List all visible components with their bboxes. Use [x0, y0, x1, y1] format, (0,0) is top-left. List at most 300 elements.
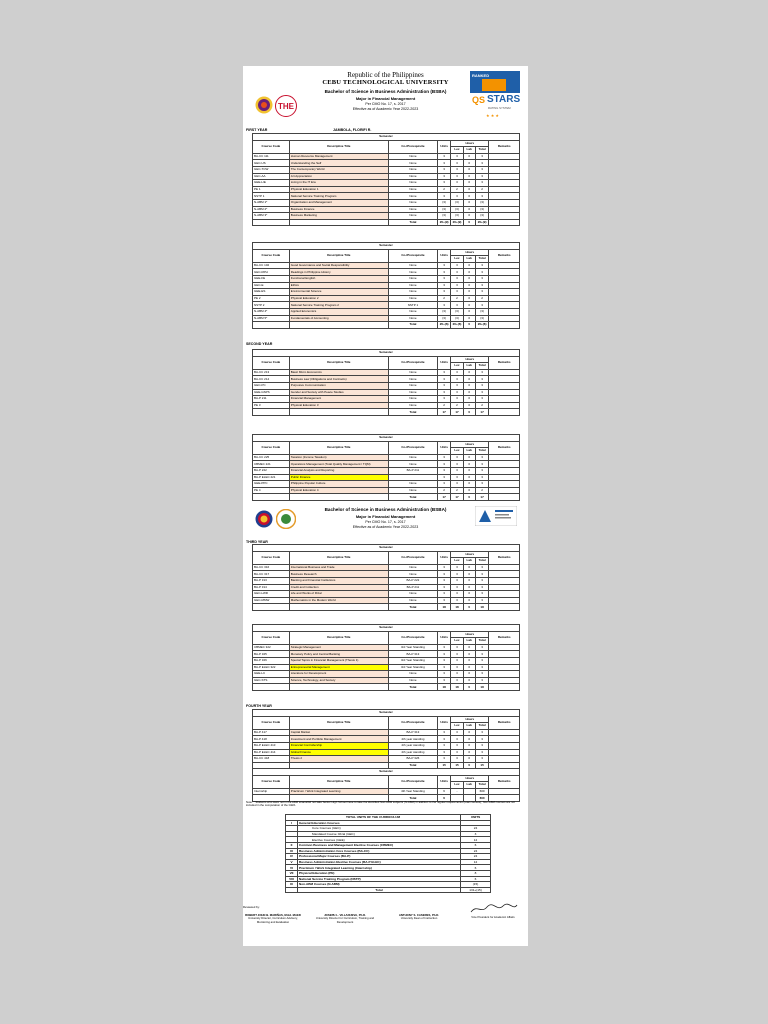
course-code: BA-P 314 [253, 584, 290, 591]
total-hours: 3 [475, 671, 488, 678]
total-hours: 3 [475, 597, 488, 604]
major-title: Major in Financial Management [355, 96, 416, 101]
lec-hours: (3) [451, 315, 463, 322]
total-spacer-2 [289, 494, 388, 501]
lec-hours: 3 [451, 160, 463, 167]
prerequisite: None [388, 153, 437, 160]
total-hours: 3 [475, 644, 488, 651]
total-value: 600 [475, 795, 488, 802]
prerequisite: 3rd Year Standing [388, 657, 437, 664]
column-header-row [253, 249, 520, 256]
qs-stars-badge [470, 71, 520, 121]
lec-hours: 3 [451, 180, 463, 187]
course-code: CBMEC 221 [253, 461, 290, 468]
descriptive-title: Art Appreciation [289, 173, 388, 180]
prerequisite: None [388, 571, 437, 578]
col-units: Units [437, 631, 450, 644]
signatory-4 [463, 916, 523, 919]
course-code: BA-CC 102 [253, 262, 290, 269]
non-abm-note: Note: * Students who were not in the ABM strand/did not take Senior High School have to take the identified Non-ABM subjects (N-ABM) in addition to the regular requirements (total courses); Non-ABM courses are not included in the computation of the GWA. [246, 800, 515, 808]
university-name: CEBU TECHNOLOGICAL UNIVERSITY [322, 79, 449, 86]
remarks [489, 481, 520, 488]
remarks [489, 180, 520, 187]
prerequisite: BA-P 222 [388, 577, 437, 584]
table-row [253, 729, 520, 736]
table-row [253, 396, 520, 403]
summary-units: 3 [461, 831, 491, 837]
semester-header-row [253, 625, 520, 632]
descriptive-title: Good Governance and Social Responsibility [289, 262, 388, 269]
total-hours: 3 [475, 262, 488, 269]
prerequisite: None [388, 382, 437, 389]
lab-hours: 0 [463, 369, 475, 376]
remarks [489, 749, 520, 756]
total-spacer-2 [289, 322, 388, 329]
table-row [253, 756, 520, 763]
remarks [489, 166, 520, 173]
descriptive-title: National Service Training Program 2 [289, 302, 388, 309]
remarks [489, 206, 520, 213]
summary-category: Practicum / Work Integrated Learning (Internship) [298, 865, 461, 871]
descriptive-title: Thesis 2 [289, 756, 388, 763]
semester-header-row [253, 350, 520, 357]
remarks [489, 193, 520, 200]
course-code: PE 2 [253, 295, 290, 302]
col-lec: Lec [451, 363, 463, 370]
col-descriptive-title: Descriptive Title [289, 356, 388, 369]
total-hours: (3) [475, 206, 488, 213]
lab-hours: 0 [463, 302, 475, 309]
lab-hours: 0 [463, 454, 475, 461]
total-value: 20+(6) [475, 322, 488, 329]
course-code: PE 1 [253, 186, 290, 193]
col-lab: Lab [463, 723, 475, 730]
units: 3 [437, 564, 450, 571]
units: 3 [437, 302, 450, 309]
col-lab: Lab [463, 363, 475, 370]
units: 3 [437, 729, 450, 736]
lab-hours: 0 [463, 166, 475, 173]
table-row [253, 736, 520, 743]
signatory-1 [243, 914, 303, 924]
remarks [489, 295, 520, 302]
course-code: GEC-PC [253, 382, 290, 389]
total-hours: 3 [475, 173, 488, 180]
descriptive-title: Gender and Society with Peace Studies [289, 389, 388, 396]
star-icons: ★ ★ ★ [486, 113, 499, 118]
course-code: GEC-AA [253, 173, 290, 180]
descriptive-title: Business Finance [289, 206, 388, 213]
descriptive-title: Business Marketing [289, 213, 388, 220]
summary-category: Core Courses (GEC) [298, 826, 461, 832]
total-hours: 3 [475, 749, 488, 756]
col-lab: Lab [463, 147, 475, 154]
summary-category: Non-ABM Courses (N-ABM) [298, 882, 461, 888]
prerequisite: None [388, 180, 437, 187]
total-value: 18 [475, 604, 488, 611]
course-code: GEE-ES [253, 289, 290, 296]
table-row [253, 474, 520, 481]
descriptive-title: Strategic Management [289, 644, 388, 651]
semester-label: Semester [253, 435, 520, 442]
signatory-4-role: Vice President for Academic Affairs [471, 915, 515, 919]
student-name: JAMBOLA, FLORIFI R. [333, 128, 372, 132]
col-units: Units [437, 551, 450, 564]
lab-hours: 0 [463, 275, 475, 282]
semester-header-row [253, 710, 520, 717]
summary-units: 8 [461, 870, 491, 876]
remarks [489, 173, 520, 180]
table-row [253, 481, 520, 488]
signatory-1-role: University Director, Curriculum Advisory, Monitoring and Evaluation [248, 916, 298, 924]
second-year-first-semester-table [252, 349, 520, 416]
total-value: 18 [451, 684, 463, 691]
units: 3 [437, 749, 450, 756]
descriptive-title: Basic Micro Economics [289, 369, 388, 376]
descriptive-title: Physical Education 1 [289, 186, 388, 193]
col-hours: Hours [451, 140, 489, 147]
col-prerequisite: Co-/Prerequisite [388, 356, 437, 369]
total-label: Total [388, 795, 437, 802]
remarks [489, 402, 520, 409]
prerequisite: None [388, 402, 437, 409]
prerequisite: 4th year standing [388, 749, 437, 756]
summary-units: 12 [461, 837, 491, 843]
lab-hours: 0 [463, 315, 475, 322]
table-row [253, 213, 520, 220]
semester-header-row [253, 243, 520, 250]
total-value: 0 [463, 684, 475, 691]
remarks [489, 213, 520, 220]
lab-hours: 0 [463, 651, 475, 658]
table-row [253, 677, 520, 684]
remarks [489, 315, 520, 322]
col-units: Units [437, 716, 450, 729]
table-row [253, 671, 520, 678]
table-row [253, 788, 520, 795]
lec-hours: (3) [451, 213, 463, 220]
col-course-code: Course Code [253, 356, 290, 369]
prerequisite: None [388, 461, 437, 468]
col-total: Total [475, 782, 488, 789]
column-header-row [253, 441, 520, 448]
table-row [253, 295, 520, 302]
total-hours: 3 [475, 369, 488, 376]
lec-hours: 3 [451, 664, 463, 671]
course-code: BA-P 313 [253, 577, 290, 584]
total-value: 20+(9) [437, 219, 450, 226]
course-code: GEC-STS [253, 677, 290, 684]
signatory-3 [389, 914, 449, 921]
table-row [253, 454, 520, 461]
prerequisite: None [388, 487, 437, 494]
course-code: N-ABM 2* [253, 206, 290, 213]
effective-text-2: Effective as of Academic Year 2022-2023 [352, 525, 419, 529]
descriptive-title: Business Research [289, 571, 388, 578]
col-prerequisite: Co-/Prerequisite [388, 441, 437, 454]
course-code: Internship [253, 788, 290, 795]
col-lec: Lec [451, 638, 463, 645]
col-hours: Hours [451, 249, 489, 256]
lab-hours: 0 [463, 402, 475, 409]
prerequisite: None [388, 396, 437, 403]
lec-hours: 3 [451, 369, 463, 376]
prerequisite: None [388, 591, 437, 598]
course-code: N-ABM 4* [253, 308, 290, 315]
semester-label: Semester [253, 134, 520, 141]
col-prerequisite: Co-/Prerequisite [388, 551, 437, 564]
total-spacer-2 [289, 604, 388, 611]
total-value: 15 [437, 762, 450, 769]
col-lab: Lab [463, 448, 475, 455]
table-row [253, 186, 520, 193]
remarks [489, 577, 520, 584]
total-hours: 3 [475, 467, 488, 474]
course-code: BA-P ELEC 414 [253, 749, 290, 756]
prerequisite: None [388, 173, 437, 180]
semester-label: Semester [253, 545, 520, 552]
course-code: GEE-LIE [253, 180, 290, 187]
units: 3 [437, 591, 450, 598]
fourth-year-label: FOURTH YEAR [246, 704, 272, 708]
prerequisite: BA-P 211 [388, 467, 437, 474]
table-row [253, 591, 520, 598]
lab-hours: 0 [463, 677, 475, 684]
course-code: BA-P 326 [253, 657, 290, 664]
lec-hours: 3 [451, 269, 463, 276]
table-row [253, 315, 520, 322]
units: 2 [437, 295, 450, 302]
col-prerequisite: Co-/Prerequisite [388, 775, 437, 788]
lec-hours: 3 [451, 742, 463, 749]
remarks [489, 160, 520, 167]
total-value: 17 [475, 494, 488, 501]
table-row [253, 282, 520, 289]
lec-hours: 3 [451, 756, 463, 763]
prerequisite: None [388, 315, 437, 322]
col-descriptive-title: Descriptive Title [289, 249, 388, 262]
total-label: Total [388, 762, 437, 769]
total-hours: (3) [475, 213, 488, 220]
prerequisite: None [388, 389, 437, 396]
descriptive-title: Life and Works of Rizal [289, 591, 388, 598]
semester-header-row [253, 769, 520, 776]
descriptive-title: Physical Education 2 [289, 295, 388, 302]
prerequisite: None [388, 289, 437, 296]
course-code: BA-P 418 [253, 736, 290, 743]
units: 3 [437, 677, 450, 684]
table-row [253, 206, 520, 213]
course-code: NSTP 1 [253, 193, 290, 200]
table-row [253, 302, 520, 309]
col-descriptive-title: Descriptive Title [289, 631, 388, 644]
semester-label: Semester [253, 769, 520, 776]
col-remarks: Remarks [489, 140, 520, 153]
units: 3 [437, 474, 450, 481]
republic-text: Republic of the Philippines [347, 71, 424, 79]
descriptive-title: Functional English [289, 275, 388, 282]
descriptive-title: Understanding the Self [289, 160, 388, 167]
col-hours: Hours [451, 356, 489, 363]
units: 3 [437, 571, 450, 578]
curriculum-sheet [243, 66, 528, 946]
units: 3 [437, 756, 450, 763]
remarks [489, 396, 520, 403]
remarks [489, 736, 520, 743]
col-course-code: Course Code [253, 551, 290, 564]
prerequisite [388, 474, 437, 481]
total-hours: 2 [475, 402, 488, 409]
lec-hours: 3 [451, 564, 463, 571]
lab-hours: 0 [463, 173, 475, 180]
units: 3 [437, 193, 450, 200]
units: 3 [437, 644, 450, 651]
total-hours: 3 [475, 153, 488, 160]
units: 3 [437, 671, 450, 678]
table-row [253, 382, 520, 389]
col-lec: Lec [451, 448, 463, 455]
lab-hours: 0 [463, 749, 475, 756]
lec-hours: 3 [451, 396, 463, 403]
prerequisite: None [388, 481, 437, 488]
lec-hours: 3 [451, 749, 463, 756]
course-code: GEC-RPH [253, 269, 290, 276]
summary-row [286, 887, 491, 893]
course-code: GEC-US [253, 160, 290, 167]
col-remarks: Remarks [489, 249, 520, 262]
units: 3 [437, 269, 450, 276]
prerequisite: None [388, 369, 437, 376]
total-value: 0 [463, 219, 475, 226]
semester-label: Semester [253, 243, 520, 250]
summary-numeral: VII [286, 870, 298, 876]
course-code: GEC-TCW [253, 166, 290, 173]
remarks [489, 382, 520, 389]
table-row [253, 269, 520, 276]
units: 3 [437, 262, 450, 269]
total-hours: 3 [475, 180, 488, 187]
total-remarks [489, 494, 520, 501]
descriptive-title: Practicum / Work Integrated Learning [289, 788, 388, 795]
semester-label: Semester [253, 350, 520, 357]
col-total: Total [475, 723, 488, 730]
signatory-3-name: ANTHONY S. CASERES, Ph.D. [398, 913, 440, 917]
descriptive-title: Mathematics in the Modern World [289, 597, 388, 604]
total-hours: 3 [475, 454, 488, 461]
signatory-3-role: University Dean of Instruction [400, 916, 438, 921]
lec-hours: (3) [451, 206, 463, 213]
units: (3) [437, 213, 450, 220]
summary-units: 12 [461, 859, 491, 865]
total-value: 15 [475, 762, 488, 769]
course-code: BA-CC 111 [253, 153, 290, 160]
course-code: GEE-FE [253, 275, 290, 282]
prerequisite: 3rd Year Standing [388, 644, 437, 651]
descriptive-title: Global Finance [289, 749, 388, 756]
lab-hours: 0 [463, 742, 475, 749]
descriptive-title: Public Finance [289, 474, 388, 481]
units: 3 [437, 173, 450, 180]
units: 3 [437, 160, 450, 167]
lab-hours: 0 [463, 671, 475, 678]
table-row [253, 289, 520, 296]
total-spacer [253, 684, 290, 691]
total-hours: 3 [475, 389, 488, 396]
total-spacer-2 [289, 219, 388, 226]
lab-hours: 0 [463, 729, 475, 736]
col-descriptive-title: Descriptive Title [289, 140, 388, 153]
col-lab: Lab [463, 256, 475, 263]
col-descriptive-title: Descriptive Title [289, 441, 388, 454]
col-descriptive-title: Descriptive Title [289, 716, 388, 729]
summary-category: Mandated Course: Rizal (GEC) [298, 831, 461, 837]
total-hours: 3 [475, 474, 488, 481]
course-code: BA-P ELEC 322 [253, 664, 290, 671]
col-lec: Lec [451, 782, 463, 789]
total-hours: (3) [475, 199, 488, 206]
total-hours: 3 [475, 756, 488, 763]
descriptive-title: Ethics [289, 282, 388, 289]
lab-hours: 0 [463, 461, 475, 468]
total-label: Total [388, 409, 437, 416]
lab-hours: 0 [463, 289, 475, 296]
descriptive-title: Financial Management [289, 396, 388, 403]
program-title-2: Bachelor of Science in Business Administration (BSBA) [324, 507, 447, 512]
summary-units-label: UNITS [461, 815, 491, 821]
units: (3) [437, 315, 450, 322]
total-remarks [489, 322, 520, 329]
prerequisite: 4th year standing [388, 742, 437, 749]
total-row [253, 219, 520, 226]
course-code: PE 4 [253, 487, 290, 494]
signatory-2-role: University Director for Curriculum, Training and Development [315, 916, 375, 924]
summary-category: Professional Major Courses (BA-P) [298, 854, 461, 860]
lab-hours: 0 [463, 153, 475, 160]
summary-numeral: I [286, 820, 298, 826]
descriptive-title: Philippine Popular Culture [289, 481, 388, 488]
summary-category: General Education Courses [298, 820, 461, 826]
lab-hours: 0 [463, 382, 475, 389]
remarks [489, 729, 520, 736]
total-value: 20+(6) [437, 322, 450, 329]
course-code: GEC-E [253, 282, 290, 289]
col-course-code: Course Code [253, 775, 290, 788]
total-hours: 3 [475, 677, 488, 684]
total-value: 0 [463, 322, 475, 329]
units: 3 [437, 153, 450, 160]
col-prerequisite: Co-/Prerequisite [388, 249, 437, 262]
total-hours: 3 [475, 591, 488, 598]
total-label: Total [388, 219, 437, 226]
descriptive-title: Business Law (Obligations and Contracts) [289, 376, 388, 383]
descriptive-title: Literature for Development [289, 671, 388, 678]
prerequisite: None [388, 564, 437, 571]
summary-category: National Service Training Program (NSTP) [298, 876, 461, 882]
total-hours: 3 [475, 577, 488, 584]
units: 3 [437, 382, 450, 389]
total-hours: 3 [475, 742, 488, 749]
units: 3 [437, 166, 450, 173]
lec-hours: (3) [451, 199, 463, 206]
lec-hours: 2 [451, 487, 463, 494]
course-code: BA-CC 213 [253, 369, 290, 376]
stars-subtitle: RATING SYSTEM [488, 106, 511, 110]
remarks [489, 467, 520, 474]
col-lec: Lec [451, 256, 463, 263]
lab-hours: 0 [463, 282, 475, 289]
total-spacer [253, 494, 290, 501]
stars-label: STARS [487, 94, 521, 105]
